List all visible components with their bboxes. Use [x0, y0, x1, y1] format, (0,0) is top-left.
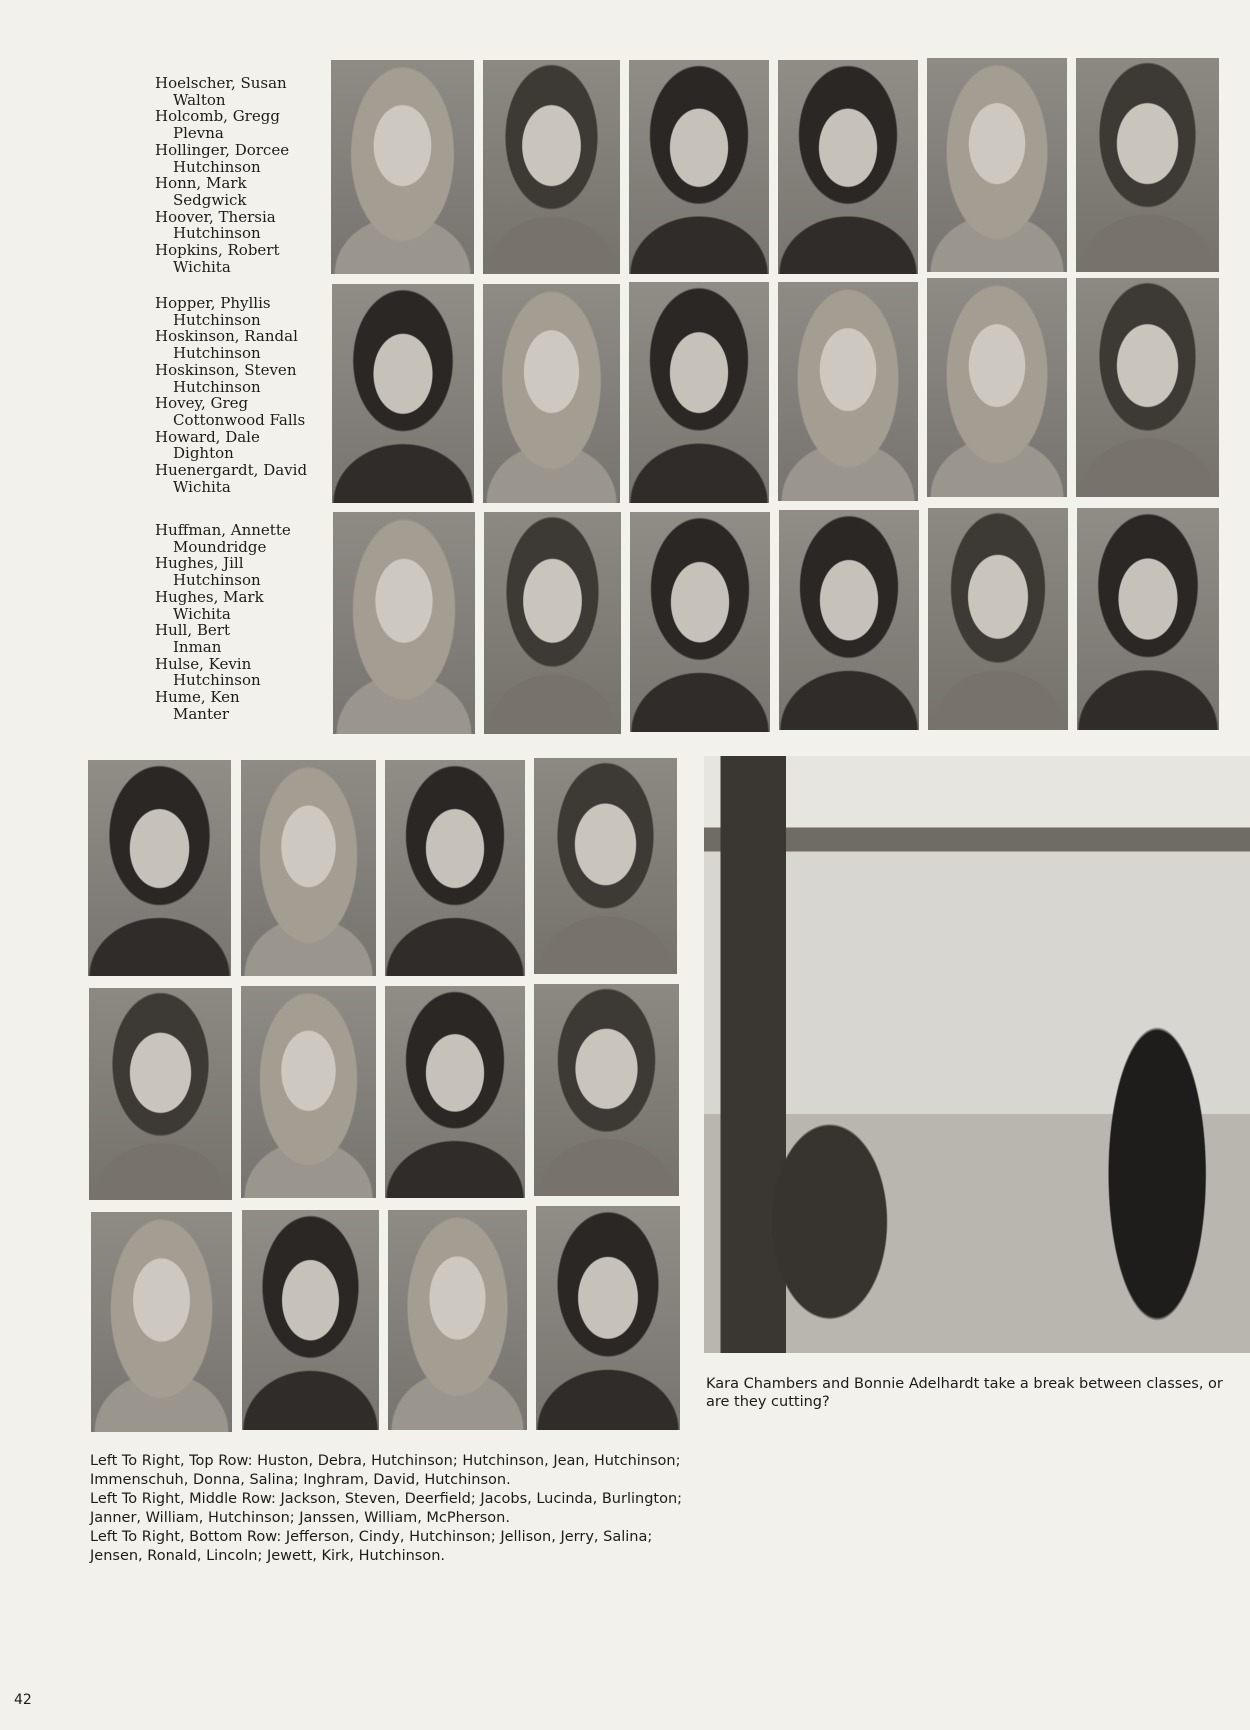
student-name: Hughes, Mark — [155, 587, 264, 606]
student-hometown: Wichita — [173, 477, 231, 496]
portrait-photo — [385, 986, 525, 1198]
portrait-photo — [629, 282, 769, 503]
name-entry — [155, 242, 325, 275]
name-entry — [155, 462, 325, 495]
student-name: Huffman, Annette — [155, 521, 291, 539]
student-hometown: Moundridge — [173, 537, 267, 556]
student-name: Hollinger, Dorcee — [155, 140, 290, 159]
name-entry — [155, 689, 325, 722]
name-entry — [155, 175, 325, 208]
portrait-photo — [536, 1206, 680, 1430]
student-hometown: Hutchinson — [173, 157, 261, 176]
student-name: Hoelscher, Susan — [155, 74, 287, 92]
portrait-photo — [483, 60, 620, 274]
student-name: Hoover, Thersia — [155, 207, 276, 226]
name-entry — [155, 656, 325, 689]
photo-caption: Kara Chambers and Bonnie Adelhardt take a break between classes, or are they cutting? — [706, 1376, 1223, 1410]
portrait-photo — [779, 510, 919, 730]
name-entry — [155, 622, 325, 655]
caption-line-middle-row: Left To Right, Middle Row: Jackson, Steven, Deerfield; Jacobs, Lucinda, Burlington; Janner, William, Hutchinson; Janssen, William, McPherson. — [90, 1491, 683, 1526]
student-name: Hopper, Phyllis — [155, 294, 271, 312]
name-entry — [155, 209, 325, 242]
campus-candid-photo — [704, 756, 1250, 1353]
name-entry — [155, 589, 325, 622]
student-hometown: Wichita — [173, 257, 231, 276]
student-hometown: Hutchinson — [173, 571, 261, 590]
student-hometown: Hutchinson — [173, 671, 261, 690]
page-number: 42 — [14, 1692, 32, 1708]
student-hometown: Plevna — [173, 124, 224, 143]
portrait-photo — [241, 986, 376, 1198]
student-hometown: Manter — [173, 704, 230, 723]
portrait-photo — [927, 58, 1067, 272]
name-entry — [155, 108, 325, 141]
student-name: Huenergardt, David — [155, 461, 308, 480]
name-entry — [155, 142, 325, 175]
student-name: Holcomb, Gregg — [155, 107, 280, 126]
name-entry — [155, 295, 325, 328]
portrait-photo — [629, 60, 769, 274]
portrait-photo — [385, 760, 525, 976]
portrait-photo — [91, 1212, 232, 1432]
portrait-photo — [927, 278, 1067, 497]
student-name: Hume, Ken — [155, 688, 240, 707]
portrait-photo — [1076, 278, 1219, 497]
caption-line-top-row: Left To Right, Top Row: Huston, Debra, Hutchinson; Hutchinson, Jean, Hutchinson; Immenschuh, Donna, Salina; Inghram, David, Hutchinson. — [90, 1453, 681, 1488]
portrait-photo — [778, 60, 918, 274]
student-name: Hoskinson, Steven — [155, 360, 297, 379]
student-hometown: Wichita — [173, 604, 231, 623]
student-hometown: Cottonwood Falls — [173, 410, 306, 429]
portrait-photo — [331, 60, 474, 274]
name-list-group-1 — [155, 75, 325, 275]
portrait-photo — [928, 508, 1068, 730]
student-hometown: Hutchinson — [173, 224, 261, 243]
student-hometown: Hutchinson — [173, 344, 261, 363]
portrait-photo — [1076, 58, 1219, 272]
student-hometown: Sedgwick — [173, 190, 247, 209]
portrait-photo — [483, 284, 620, 503]
portrait-photo — [534, 758, 677, 974]
student-name: Hovey, Greg — [155, 394, 249, 413]
student-name: Hopkins, Robert — [155, 241, 280, 260]
name-entry — [155, 395, 325, 428]
student-name: Hulse, Kevin — [155, 654, 252, 673]
name-entry — [155, 522, 325, 555]
portrait-photo — [89, 988, 232, 1200]
name-list-group-2 — [155, 295, 325, 495]
student-hometown: Walton — [173, 90, 226, 109]
name-list-group-3 — [155, 522, 325, 722]
student-name: Howard, Dale — [155, 427, 260, 446]
portrait-photo — [630, 512, 770, 732]
student-name: Hughes, Jill — [155, 554, 244, 573]
student-hometown: Hutchinson — [173, 377, 261, 396]
student-hometown: Dighton — [173, 444, 234, 463]
portrait-photo — [534, 984, 679, 1196]
name-entry — [155, 429, 325, 462]
student-hometown: Hutchinson — [173, 310, 261, 329]
portrait-photo — [484, 512, 621, 734]
student-name: Hull, Bert — [155, 621, 230, 640]
student-name: Hoskinson, Randal — [155, 327, 298, 346]
name-entry — [155, 362, 325, 395]
portrait-photo — [388, 1210, 527, 1430]
name-entry — [155, 75, 325, 108]
portrait-photo — [778, 282, 918, 501]
portrait-photo — [241, 760, 376, 976]
portrait-photo — [333, 512, 475, 734]
caption-line-bottom-row: Left To Right, Bottom Row: Jefferson, Cindy, Hutchinson; Jellison, Jerry, Salina; Jensen, Ronald, Lincoln; Jewett, Kirk, Hutchinson. — [90, 1529, 653, 1564]
student-name: Honn, Mark — [155, 174, 247, 193]
portrait-photo — [88, 760, 231, 976]
portrait-photo — [332, 284, 474, 503]
portrait-caption — [90, 1452, 690, 1566]
student-hometown: Inman — [173, 637, 222, 656]
name-entry — [155, 555, 325, 588]
portrait-photo — [242, 1210, 379, 1430]
name-entry — [155, 328, 325, 361]
portrait-photo — [1077, 508, 1219, 730]
